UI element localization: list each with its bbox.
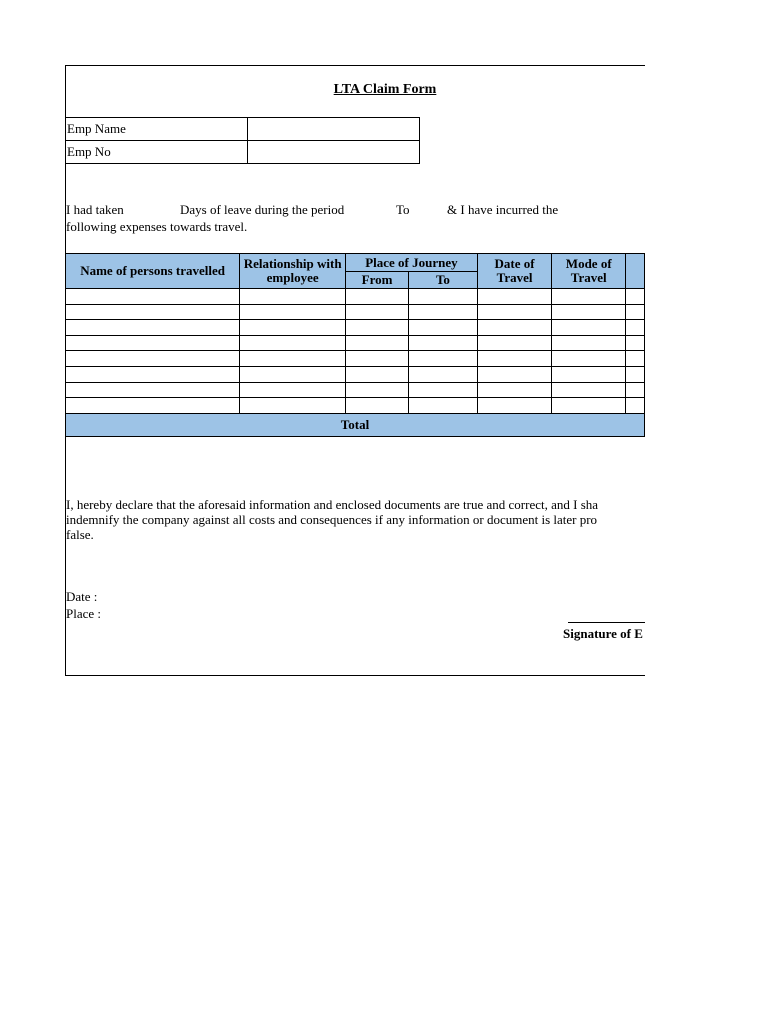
signature-line — [568, 622, 645, 623]
declaration-line-2: indemnify the company against all costs and consequences if any information or document is later pro — [66, 512, 598, 527]
table-cell[interactable] — [409, 289, 478, 305]
col-header-date-of-travel: Date of Travel — [477, 254, 552, 289]
table-cell[interactable] — [66, 382, 240, 398]
col-header-name: Name of persons travelled — [66, 254, 240, 289]
table-cell[interactable] — [409, 351, 478, 367]
col-header-relationship: Relationship with employee — [240, 254, 346, 289]
table-cell[interactable] — [346, 335, 409, 351]
table-cell[interactable] — [626, 320, 645, 336]
col-header-place-of-journey: Place of Journey — [346, 254, 478, 272]
table-cell[interactable] — [477, 304, 552, 320]
table-row — [66, 320, 645, 336]
table-cell[interactable] — [346, 304, 409, 320]
table-cell[interactable] — [66, 398, 240, 414]
table-cell[interactable] — [552, 304, 626, 320]
table-cell[interactable] — [240, 320, 346, 336]
table-cell[interactable] — [552, 382, 626, 398]
col-header-mode-of-travel: Mode of Travel — [552, 254, 626, 289]
table-cell[interactable] — [477, 366, 552, 382]
table-cell[interactable] — [552, 351, 626, 367]
table-cell[interactable] — [346, 398, 409, 414]
table-row — [66, 335, 645, 351]
emp-no-label: Emp No — [66, 141, 248, 164]
table-cell[interactable] — [346, 366, 409, 382]
total-label: Total — [66, 413, 645, 436]
table-cell[interactable] — [477, 289, 552, 305]
table-cell[interactable] — [626, 398, 645, 414]
emp-name-label: Emp Name — [66, 118, 248, 141]
table-row — [66, 351, 645, 367]
declaration-line-1: I, hereby declare that the aforesaid information and enclosed documents are true and correct, and I sha — [66, 497, 599, 512]
table-cell[interactable] — [240, 304, 346, 320]
table-cell[interactable] — [240, 351, 346, 367]
table-cell[interactable] — [240, 366, 346, 382]
table-cell[interactable] — [346, 320, 409, 336]
table-cell[interactable] — [552, 366, 626, 382]
table-row — [66, 382, 645, 398]
sentence-part-1: I had taken — [66, 202, 124, 217]
table-row — [66, 304, 645, 320]
date-label: Date : — [66, 589, 98, 604]
emp-no-row — [66, 141, 420, 164]
table-cell[interactable] — [477, 320, 552, 336]
table-cell[interactable] — [66, 335, 240, 351]
table-cell[interactable] — [552, 335, 626, 351]
form-title: LTA Claim Form — [333, 82, 437, 97]
table-cell[interactable] — [552, 289, 626, 305]
table-cell[interactable] — [626, 351, 645, 367]
sentence-part-3: To — [396, 202, 410, 217]
table-cell[interactable] — [409, 320, 478, 336]
col-header-from: From — [346, 272, 409, 289]
table-cell[interactable] — [477, 382, 552, 398]
table-cell[interactable] — [626, 289, 645, 305]
sentence-part-4: & I have incurred the — [447, 202, 559, 217]
table-cell[interactable] — [409, 382, 478, 398]
table-cell[interactable] — [477, 351, 552, 367]
emp-name-row — [66, 118, 420, 141]
table-row — [66, 289, 645, 305]
table-cell[interactable] — [66, 320, 240, 336]
table-cell[interactable] — [626, 304, 645, 320]
table-cell[interactable] — [552, 398, 626, 414]
declaration-line-3: false. — [66, 527, 94, 542]
table-cell[interactable] — [240, 382, 346, 398]
table-cell[interactable] — [240, 335, 346, 351]
table-cell[interactable] — [66, 289, 240, 305]
table-body — [66, 289, 645, 414]
travel-expense-table — [65, 253, 645, 437]
table-cell[interactable] — [626, 382, 645, 398]
employee-info-table — [65, 117, 420, 164]
table-cell[interactable] — [346, 351, 409, 367]
table-cell[interactable] — [477, 398, 552, 414]
total-row — [66, 413, 645, 436]
table-cell[interactable] — [66, 304, 240, 320]
table-cell[interactable] — [66, 366, 240, 382]
table-cell[interactable] — [66, 351, 240, 367]
sentence-part-2: Days of leave during the period — [180, 202, 345, 217]
table-cell[interactable] — [240, 289, 346, 305]
table-cell[interactable] — [552, 320, 626, 336]
table-cell[interactable] — [409, 398, 478, 414]
table-cell[interactable] — [346, 382, 409, 398]
sentence-line-2: following expenses towards travel. — [66, 219, 248, 234]
table-cell[interactable] — [409, 366, 478, 382]
emp-no-field[interactable] — [248, 141, 420, 164]
table-row — [66, 366, 645, 382]
table-cell[interactable] — [409, 304, 478, 320]
table-cell[interactable] — [626, 366, 645, 382]
place-label: Place : — [66, 606, 102, 621]
col-header-to: To — [409, 272, 478, 289]
table-cell[interactable] — [409, 335, 478, 351]
table-cell[interactable] — [346, 289, 409, 305]
table-row — [66, 398, 645, 414]
table-cell[interactable] — [477, 335, 552, 351]
signature-label: Signature of E — [563, 626, 643, 641]
col-header-overflow — [626, 254, 645, 289]
table-header-row-1 — [66, 254, 645, 272]
table-cell[interactable] — [240, 398, 346, 414]
emp-name-field[interactable] — [248, 118, 420, 141]
declaration-text — [66, 497, 645, 542]
table-cell[interactable] — [626, 335, 645, 351]
